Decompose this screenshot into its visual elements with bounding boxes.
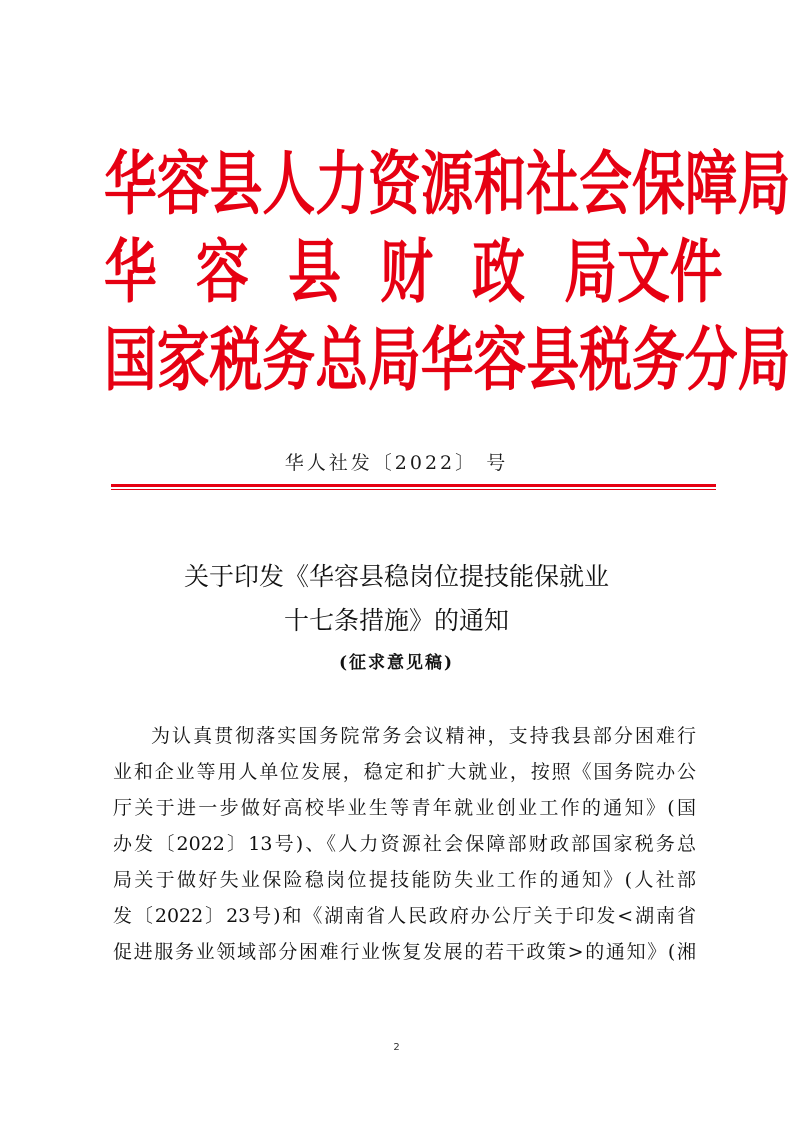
- red-separator-thin: [111, 489, 716, 490]
- document-number: 华人社发〔2022〕 号: [284, 452, 509, 474]
- document-title-line-1: 关于印发《华容县稳岗位提技能保就业: [183, 562, 609, 591]
- draft-label: (征求意见稿): [338, 653, 455, 673]
- issuer-char: 政: [472, 232, 525, 313]
- issuer-name-finance: [104, 230, 723, 315]
- page-number: 2: [393, 1042, 400, 1053]
- document-title-line-2: 十七条措施》的通知: [283, 606, 509, 635]
- body-line: 局关于做好失业保险稳岗位提技能防失业工作的通知》(人社部: [113, 869, 696, 891]
- body-line: 为认真贯彻落实国务院常务会议精神，支持我县部分困难行: [151, 725, 696, 747]
- body-line: 办发〔2022〕13号)、《人力资源社会保障部财政部国家税务总: [113, 833, 696, 855]
- body-line: 促进服务业领域部分困难行业恢复发展的若干政策>的通知》(湘: [113, 941, 696, 963]
- issuer-char: 华: [104, 232, 157, 313]
- body-line: 发〔2022〕23号)和《湖南省人民政府办公厅关于印发<湖南省: [113, 905, 696, 927]
- issuer-char: 局文件: [564, 232, 723, 313]
- red-separator-thick: [111, 484, 716, 487]
- issuer-name-tax: 国家税务总局华容县税务分局: [104, 320, 791, 401]
- body-line: 厅关于进一步做好高校毕业生等青年就业创业工作的通知》(国: [113, 797, 696, 819]
- issuer-char: 容: [196, 232, 249, 313]
- body-line: 业和企业等用人单位发展，稳定和扩大就业，按照《国务院办公: [113, 761, 696, 783]
- issuer-char: 财: [380, 232, 433, 313]
- body-paragraph: [113, 718, 696, 970]
- issuer-name-hrss: 华容县人力资源和社会保障局: [104, 144, 791, 225]
- issuer-char: 县: [288, 232, 341, 313]
